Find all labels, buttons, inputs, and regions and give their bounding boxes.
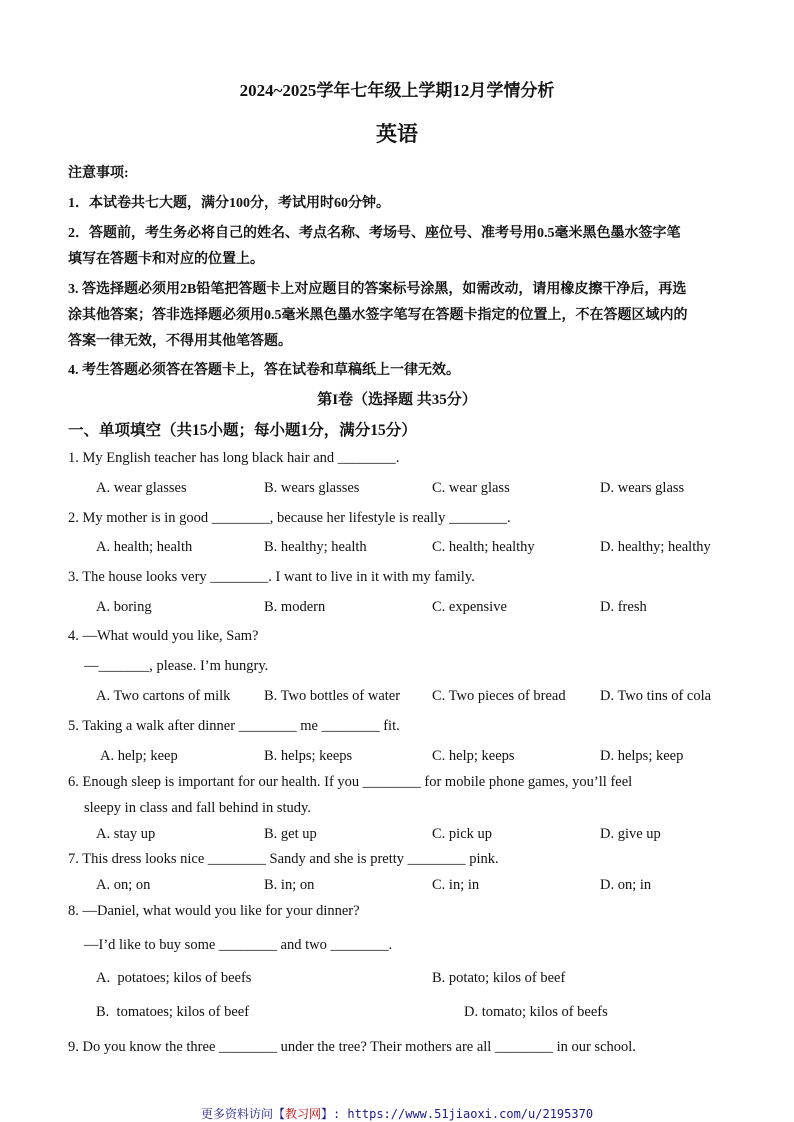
q2-option-a: A. health; health — [96, 539, 193, 555]
q1-option-d: D. wears glass — [600, 480, 685, 496]
q6-option-c: C. pick up — [432, 826, 493, 842]
section-heading: 一、单项填空（共15小题；每小题1分，满分15分） — [68, 422, 417, 439]
q3-option-b: B. modern — [264, 599, 326, 615]
question-8: 8. —Daniel, what would you like for your dinner? — [68, 903, 360, 919]
q7-option-a: A. on; on — [96, 877, 151, 893]
q5-option-b: B. helps; keeps — [264, 748, 353, 764]
question-6: 6. Enough sleep is important for our health. If you ________ for mobile phone games, you’ll feel — [68, 774, 633, 790]
q6-option-a: A. stay up — [96, 826, 156, 842]
q6-option-b: B. get up — [264, 826, 317, 842]
q2-option-b: B. healthy; health — [264, 539, 367, 555]
notice-line: 涂其他答案；答非选择题必须用0.5毫米黑色墨水签字笔写在答题卡指定的位置上，不在答题区域内的 — [68, 308, 688, 323]
notice-line: 3. 答选择题必须用2B铅笔把答题卡上对应题目的答案标号涂黑，如需改动，请用橡皮擦干净后，再选 — [68, 282, 687, 297]
q2-option-c: C. health; healthy — [432, 539, 535, 555]
q4-option-d: D. Two tins of cola — [600, 688, 712, 704]
footer-site-name: 教习网 — [284, 1107, 321, 1121]
footer-prefix: 更多资料访问【 — [200, 1107, 285, 1121]
q4-option-a: A. Two cartons of milk — [96, 688, 231, 704]
q3-option-d: D. fresh — [600, 599, 647, 615]
q2-option-d: D. healthy; healthy — [600, 539, 711, 555]
notice-line: 1．本试卷共七大题，满分100分，考试用时60分钟。 — [68, 196, 390, 211]
q1-option-b: B. wears glasses — [264, 480, 360, 496]
q6-option-d: D. give up — [600, 826, 661, 842]
q7-option-b: B. in; on — [264, 877, 315, 893]
question-4: 4. —What would you like, Sam? — [68, 628, 259, 644]
question-6-continued: sleepy in class and fall behind in study. — [84, 800, 311, 816]
question-9: 9. Do you know the three ________ under the tree? Their mothers are all ________ in our school. — [68, 1039, 636, 1055]
exam-title: 2024~2025学年七年级上学期12月学情分析 — [239, 81, 555, 100]
q7-option-d: D. on; in — [600, 877, 652, 893]
notice-line: 填写在答题卡和对应的位置上。 — [68, 252, 264, 267]
question-2: 2. My mother is in good ________, because her lifestyle is really ________. — [68, 510, 511, 526]
q3-option-c: C. expensive — [432, 599, 507, 615]
part-heading: 第I卷（选择题 共35分） — [317, 392, 477, 408]
footer-suffix: 】: https://www.51jiaoxi.com/u/2195370 — [320, 1107, 594, 1121]
question-8-reply: —I’d like to buy some ________ and two ________. — [84, 937, 393, 953]
q8-option-b: B. potato; kilos of beef — [432, 970, 566, 986]
notice-line: 2．答题前，考生务必将自己的姓名、考点名称、考场号、座位号、准考号用0.5毫米黑色墨水签字笔 — [68, 226, 681, 241]
q8-option-a: A. potatoes; kilos of beefs — [96, 970, 252, 986]
question-4-reply: —_______, please. I’m hungry. — [84, 658, 269, 674]
q5-option-d: D. helps; keep — [600, 748, 684, 764]
q4-option-b: B. Two bottles of water — [264, 688, 401, 704]
question-3: 3. The house looks very ________. I want to live in it with my family. — [68, 569, 475, 585]
question-7: 7. This dress looks nice ________ Sandy and she is pretty ________ pink. — [68, 851, 499, 867]
q4-option-c: C. Two pieces of bread — [432, 688, 566, 704]
question-5: 5. Taking a walk after dinner ________ me ________ fit. — [68, 718, 400, 734]
q1-option-a: A. wear glasses — [96, 480, 187, 496]
q3-option-a: A. boring — [96, 599, 152, 615]
q5-option-a: A. help; keep — [100, 748, 178, 764]
q8-option-d: D. tomato; kilos of beefs — [464, 1004, 608, 1020]
q8-option-c: B. tomatoes; kilos of beef — [96, 1004, 250, 1020]
notice-heading: 注意事项: — [68, 166, 129, 181]
q1-option-c: C. wear glass — [432, 480, 510, 496]
q7-option-c: C. in; in — [432, 877, 480, 893]
notice-line: 答案一律无效，不得用其他笔答题。 — [68, 334, 292, 349]
question-1: 1. My English teacher has long black hair and ________. — [68, 450, 400, 466]
footer-link[interactable] — [0, 1105, 794, 1122]
notice-line: 4. 考生答题必须答在答题卡上，答在试卷和草稿纸上一律无效。 — [68, 363, 460, 378]
exam-subject: 英语 — [376, 122, 418, 146]
q5-option-c: C. help; keeps — [432, 748, 515, 764]
